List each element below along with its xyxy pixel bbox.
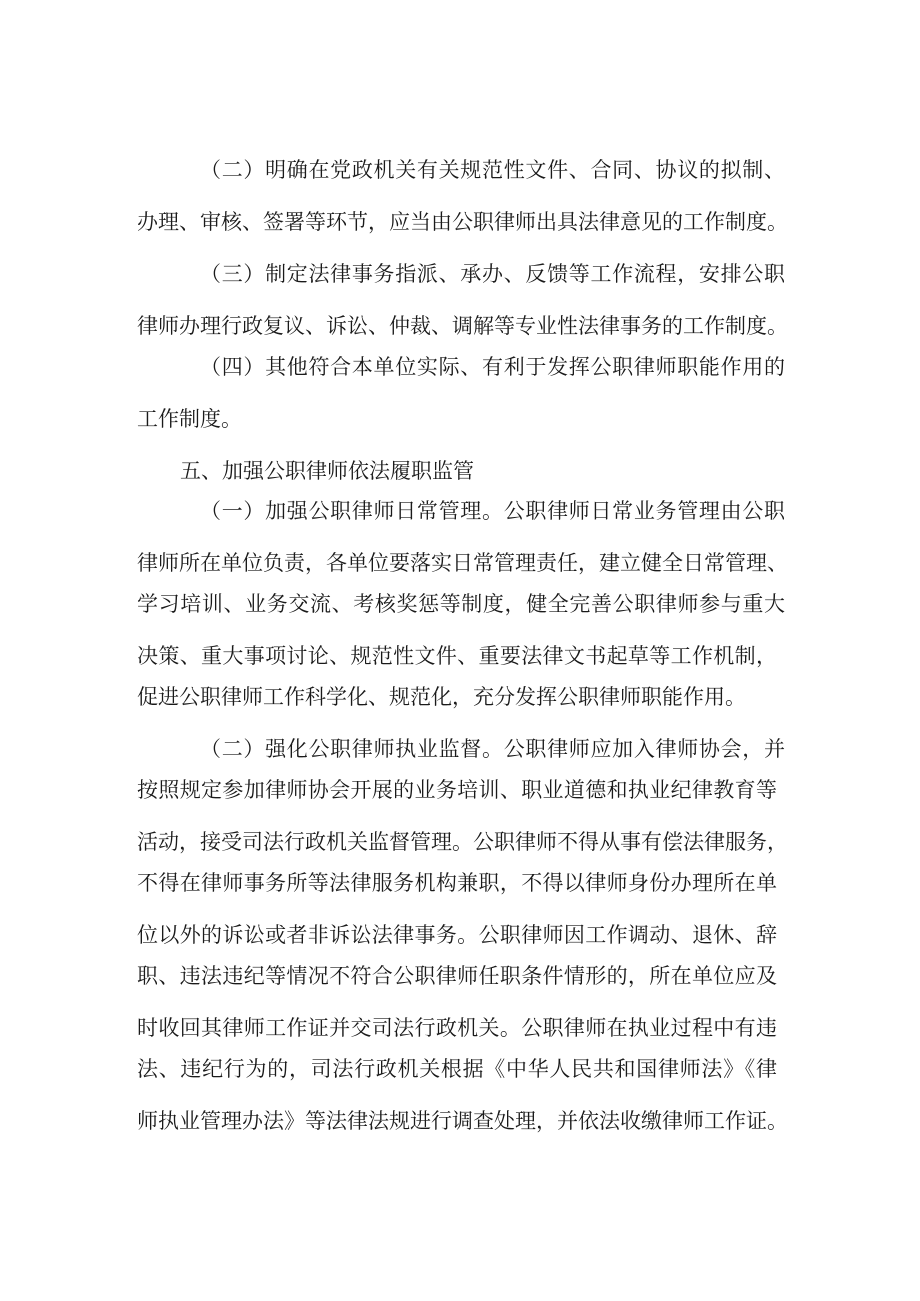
paragraph-line: 活动，接受司法行政机关监督管理。公职律师不得从事有偿法律服务， bbox=[137, 830, 788, 854]
paragraph-line: 学习培训、业务交流、考核奖惩等制度，健全完善公职律师参与重大 bbox=[137, 592, 785, 616]
paragraph-line: 位以外的诉讼或者非诉讼法律事务。公职律师因工作调动、退休、辞 bbox=[137, 923, 777, 947]
paragraph-line: 律师办理行政复议、诉讼、仲裁、调解等专业性法律事务的工作制度。 bbox=[137, 314, 788, 338]
paragraph-line: （四）其他符合本单位实际、有利于发挥公职律师职能作用的 bbox=[200, 355, 785, 379]
paragraph-line: 工作制度。 bbox=[137, 407, 242, 431]
paragraph-line: 师执业管理办法》等法律法规进行调查处理，并依法收缴律师工作证。 bbox=[137, 1109, 788, 1133]
paragraph-line: 决策、重大事项讨论、规范性文件、重要法律文书起草等工作机制， bbox=[137, 644, 777, 668]
paragraph-line: 按照规定参加律师协会开展的业务培训、职业道德和执业纪律教育等 bbox=[137, 778, 777, 802]
paragraph-line: 律师所在单位负责，各单位要落实日常管理责任，建立健全日常管理、 bbox=[137, 551, 788, 575]
paragraph-line: （三）制定法律事务指派、承办、反馈等工作流程，安排公职 bbox=[200, 262, 785, 286]
paragraph-line: （二）强化公职律师执业监督。公职律师应加入律师协会，并 bbox=[200, 737, 785, 761]
paragraph-line: 办理、审核、签署等环节，应当由公职律师出具法律意见的工作制度。 bbox=[137, 210, 788, 234]
paragraph-line: （二）明确在党政机关有关规范性文件、合同、协议的拟制、 bbox=[200, 158, 785, 182]
section-heading: 五、加强公职律师依法履职监管 bbox=[180, 459, 474, 483]
paragraph-line: 职、违法违纪等情况不符合公职律师任职条件情形的，所在单位应及 bbox=[137, 964, 777, 988]
paragraph-line: 促进公职律师工作科学化、规范化，充分发挥公职律师职能作用。 bbox=[137, 685, 746, 709]
paragraph-line: （一）加强公职律师日常管理。公职律师日常业务管理由公职 bbox=[200, 499, 785, 523]
paragraph-line: 时收回其律师工作证并交司法行政机关。公职律师在执业过程中有违 bbox=[137, 1016, 777, 1040]
paragraph-line: 法、违纪行为的，司法行政机关根据《中华人民共和国律师法》《律 bbox=[137, 1057, 777, 1081]
paragraph-line: 不得在律师事务所等法律服务机构兼职，不得以律师身份办理所在单 bbox=[137, 871, 777, 895]
